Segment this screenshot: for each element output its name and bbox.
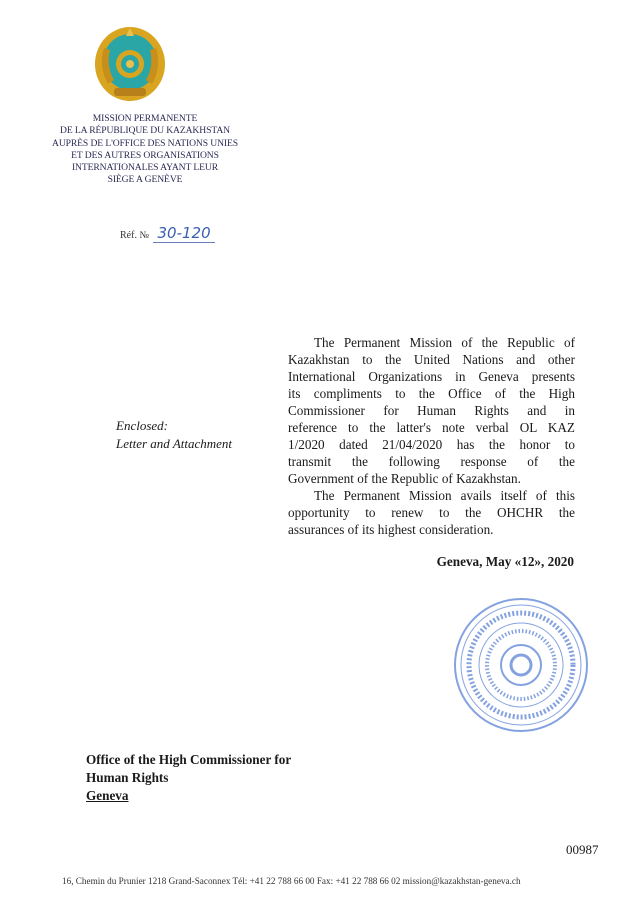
letterhead-line: ET DES AUTRES ORGANISATIONS <box>71 149 219 161</box>
body-line: Kazakhstan to the United Nations and other <box>288 352 575 367</box>
state-emblem-icon <box>94 26 166 102</box>
document-number: 00987 <box>566 842 599 857</box>
body-line: The Permanent Mission of the Republic of <box>314 335 575 350</box>
enclosed-title: Enclosed: <box>116 418 168 433</box>
body-line: The Permanent Mission avails itself of this <box>314 488 575 503</box>
addressee <box>86 751 291 805</box>
body-line: reference to the latter's note verbal OL KAZ <box>288 420 575 435</box>
body-line: assurances of its highest consideration. <box>288 522 494 537</box>
letter-date: Geneva, May «12», 2020 <box>436 554 574 569</box>
addressee-line: Office of the High Commissioner for <box>86 752 292 767</box>
reference-value: 30-120 <box>153 224 214 243</box>
body-line: Commissioner for Human Rights and in <box>288 403 575 418</box>
addressee-line: Human Rights <box>86 770 169 785</box>
reference-number <box>120 224 215 242</box>
enclosed-items: Letter and Attachment <box>116 436 233 451</box>
letterhead-line: SIÈGE A GENÈVE <box>107 174 183 186</box>
official-stamp-icon <box>452 596 590 734</box>
letterhead-line: DE LA RÉPUBLIQUE DU KAZAKHSTAN <box>60 125 230 137</box>
body-line: 1/2020 dated 21/04/2020 has the honor to <box>288 437 575 452</box>
letter-body <box>288 334 575 538</box>
letterhead-line: MISSION PERMANENTE <box>92 113 198 124</box>
body-line: its compliments to the Office of the High <box>288 386 575 401</box>
enclosures <box>116 417 232 453</box>
letterhead-line: AUPRÈS DE L'OFFICE DES NATIONS UNIES <box>51 137 239 149</box>
reference-label: Réf. № <box>120 230 149 241</box>
addressee-city: Geneva <box>86 788 129 803</box>
footer-contact: 16, Chemin du Prunier 1218 Grand-Saconnex Tél: +41 22 788 66 00 Fax: +41 22 788 66 02 mission@kazakhstan-geneva.ch <box>62 876 521 886</box>
body-line: International Organizations in Geneva presents <box>288 369 575 384</box>
body-line: transmit the following response of the <box>288 454 575 469</box>
letterhead-line: INTERNATIONALES AYANT LEUR <box>71 162 219 174</box>
body-line: Government of the Republic of Kazakhstan. <box>288 471 521 486</box>
body-line: opportunity to renew to the OHCHR the <box>288 505 575 520</box>
letterhead <box>40 113 250 187</box>
